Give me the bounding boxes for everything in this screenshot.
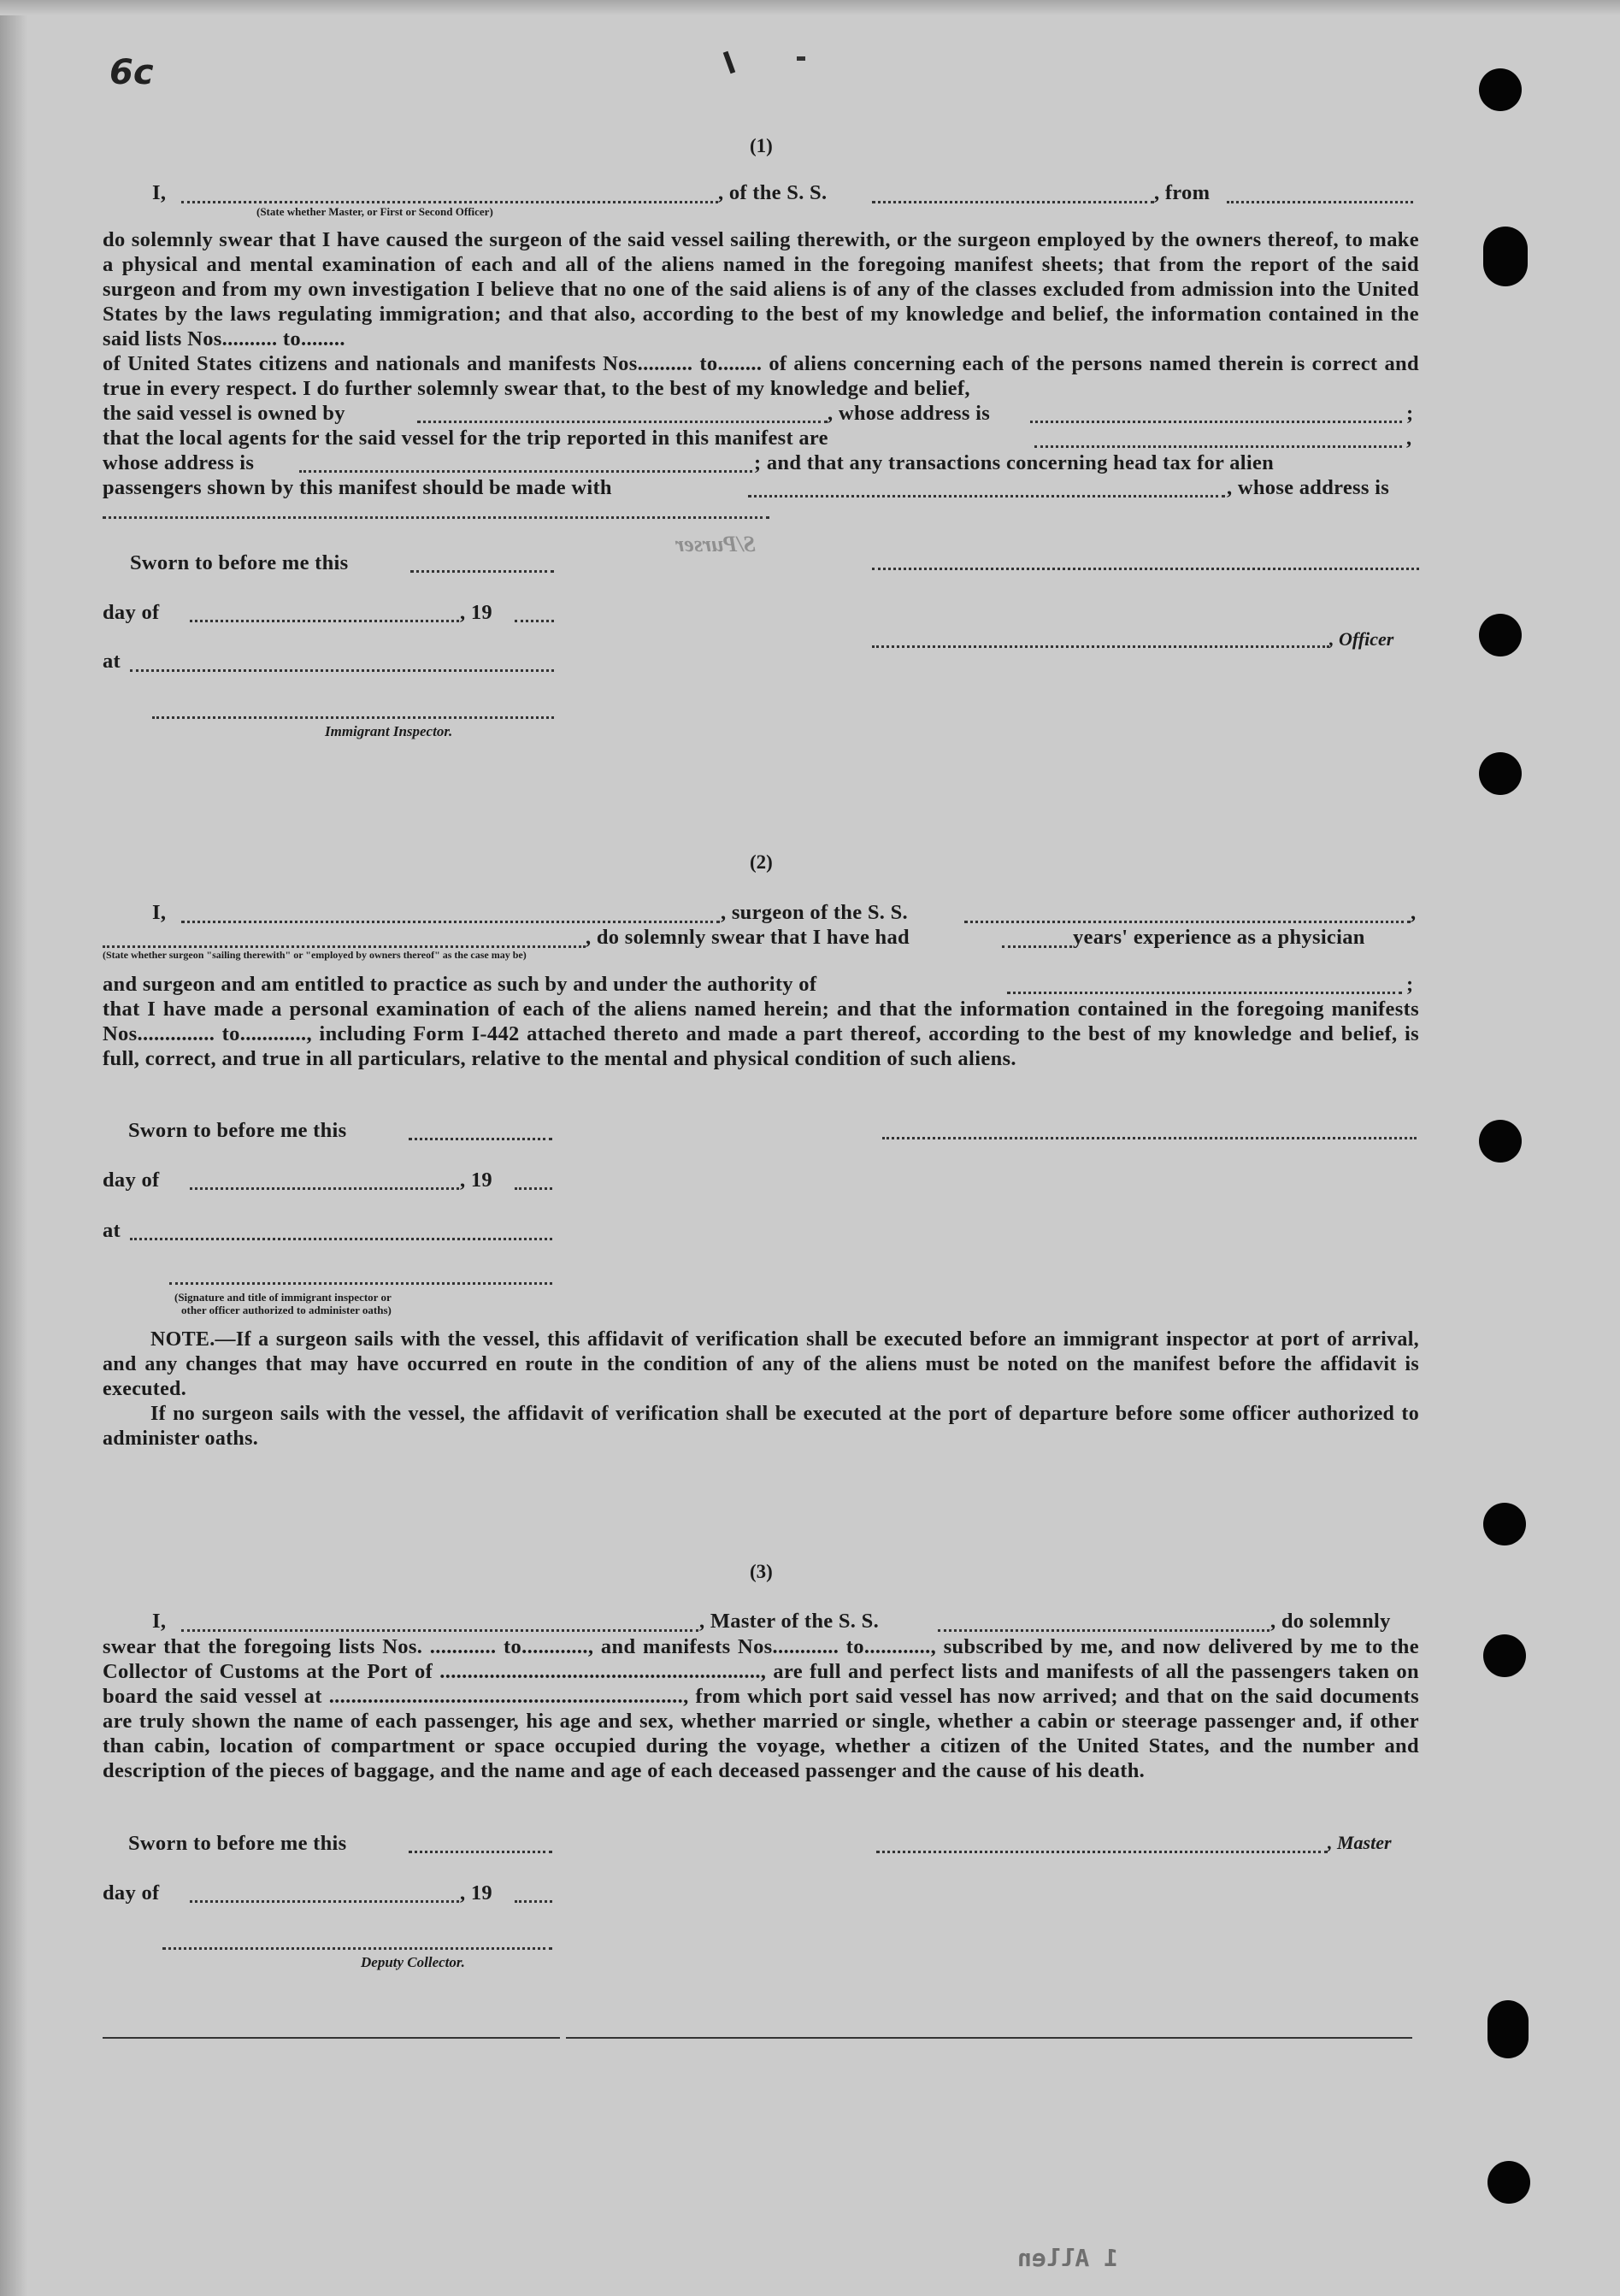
s1-officer-line xyxy=(872,645,1329,648)
s1-vessel-line xyxy=(872,201,1154,203)
s2-surgeon-name-line xyxy=(181,921,720,923)
s2-years: years' experience as a physician xyxy=(1073,926,1365,949)
punch-hole xyxy=(1479,1120,1522,1163)
s3-sworn-line xyxy=(409,1851,552,1853)
punch-hole xyxy=(1483,1503,1526,1545)
s1-officer-name-line xyxy=(181,201,718,203)
s1-purser-handwriting: S/Purser xyxy=(675,532,756,556)
s3-year-line xyxy=(515,1900,552,1903)
s1-agents-line xyxy=(1034,445,1402,448)
s2-paragraph-1 xyxy=(103,997,1419,1071)
s2-at-line xyxy=(130,1238,552,1240)
s1-agents-b: , xyxy=(1406,427,1412,450)
s1-sworn: Sworn to before me this xyxy=(130,551,349,574)
s2-authority-line xyxy=(1007,992,1402,994)
s3-vessel-line xyxy=(938,1629,1269,1632)
punch-hole xyxy=(1483,1634,1526,1677)
punch-hole xyxy=(1487,2000,1529,2058)
section-2-number: (2) xyxy=(750,851,773,873)
s1-signature-line xyxy=(872,568,1419,570)
s2-caption-surgeon: (State whether surgeon "sailing therewith" or "employed by owners thereof" as the case may be) xyxy=(103,949,527,961)
s1-addr-a: whose address is xyxy=(103,451,255,474)
s1-pass-b: , whose address is xyxy=(1227,476,1390,499)
s1-sworn-line xyxy=(410,570,554,573)
punch-hole xyxy=(1479,752,1522,795)
s2-line3-a: and surgeon and am entitled to practice as such by and under the authority of xyxy=(103,973,817,996)
bottom-rule-right xyxy=(566,2037,1412,2039)
s2-sig-caption-1: (Signature and title of immigrant inspector or xyxy=(174,1291,392,1304)
s2-sig-caption-2: other officer authorized to administer oaths) xyxy=(181,1304,392,1316)
punch-hole xyxy=(1487,2161,1530,2204)
s2-note-1: NOTE.—If a surgeon sails with the vessel, this affidavit of verification shall be executed before an immigrant inspector at port of arrival, and any changes that may have occurred en route in the condition of any of the aliens must be noted on the manifest before the affidavit is executed. xyxy=(103,1328,1419,1400)
section-3-number: (3) xyxy=(750,1561,773,1582)
s2-note-2: If no surgeon sails with the vessel, the affidavit of verification shall be executed at the port of departure before some officer authorized to administer oaths. xyxy=(103,1403,1419,1450)
s2-text-1: that I have made a personal examination of each of the aliens named herein; and that the information contained in the foregoing manifests Nos.............. to............, including Form I-442 attached thereto and made a part thereof, according to the best of my knowledge and belief, is full, correct, and true in all particulars, relative to the mental and physical condition of such aliens. xyxy=(103,998,1419,1070)
s3-i: I, xyxy=(152,1610,167,1633)
punch-hole xyxy=(1479,68,1522,111)
s2-years-line xyxy=(1002,945,1072,948)
s2-year: , 19 xyxy=(460,1169,492,1192)
s1-addr-b: ; and that any transactions concerning head tax for alien xyxy=(754,451,1275,474)
s2-vessel-line xyxy=(964,921,1411,923)
s3-master-name-line xyxy=(181,1629,698,1632)
stray-mark xyxy=(723,51,736,74)
s1-year: , 19 xyxy=(460,601,492,624)
s1-from-line xyxy=(1227,201,1413,203)
s2-line3-b: ; xyxy=(1406,973,1414,996)
s1-inspector-title: Immigrant Inspector. xyxy=(325,723,453,739)
bottom-rule-left xyxy=(103,2037,560,2039)
section-1-number: (1) xyxy=(750,135,773,156)
s3-paragraph-1 xyxy=(103,1634,1419,1783)
s1-day-line xyxy=(190,620,459,622)
s2-note xyxy=(103,1328,1419,1451)
s1-i: I, xyxy=(152,181,167,204)
s1-headtax-address-line xyxy=(103,516,769,519)
s2-day-of: day of xyxy=(103,1169,160,1192)
s1-agents-a: that the local agents for the said vessel for the trip reported in this manifest are xyxy=(103,427,828,450)
s1-text-2: of United States citizens and nationals and manifests Nos.......... to........ of aliens concerning each of the persons named therein is correct and true in every respect. I do further solemnly swear that, to the best of my knowledge and belief, xyxy=(103,352,1419,400)
s1-owned-c: ; xyxy=(1406,402,1414,425)
s2-line1-end: , xyxy=(1411,901,1417,924)
s1-pass-a: passengers shown by this manifest should be made with xyxy=(103,476,612,499)
s1-owned-a: the said vessel is owned by xyxy=(103,402,345,425)
s3-master-label: , Master xyxy=(1328,1832,1392,1853)
s1-day-of: day of xyxy=(103,601,160,624)
s3-collector-line xyxy=(162,1947,552,1950)
s2-inspector-line xyxy=(169,1282,552,1285)
s1-owner-address-line xyxy=(1030,421,1402,423)
s2-surgeon-of-ss: , surgeon of the S. S. xyxy=(721,901,908,924)
s2-signature-line xyxy=(882,1137,1417,1139)
s1-owner-line xyxy=(417,421,828,423)
s3-master-signature-line xyxy=(876,1851,1328,1853)
s1-inspector-line xyxy=(152,716,554,719)
bleed-through-stamp: 1 Allen xyxy=(1017,2244,1119,2272)
s1-year-line xyxy=(515,620,554,622)
s3-text-1: swear that the foregoing lists Nos. ............ to............, and manifests Nos............ to............, subscribed by me, and now delivered by me to the Collector of Customs at the Port of .........................................................., are full and perfect lists and manifests of all the passengers taken on board the said vessel at ................................................................, from which port said vessel has now arrived; and that on the said documents are truly shown the name of each passenger, his age and sex, whether married or single, whether a cabin or steerage passenger and, if other than cabin, location of compartment or space occupied during the voyage, whether a citizen of the United States, and the number and description of the pieces of baggage, and the name and age of each deceased passenger and the cause of his death. xyxy=(103,1635,1419,1782)
punch-hole xyxy=(1479,614,1522,656)
s1-text-1: do solemnly swear that I have caused the surgeon of the said vessel sailing therewith, or the surgeon employed by the owners thereof, to make a physical and mental examination of each and all of the aliens named in the foregoing manifest sheets; that from the report of the said surgeon and from my own investigation I believe that no one of the said aliens is of any of the classes excluded from admission into the United States by the laws regulating immigration; and that also, according to the best of my knowledge and belief, the information contained in the said lists Nos.......... to........ xyxy=(103,228,1419,350)
s1-at: at xyxy=(103,650,121,673)
s1-paragraph-1 xyxy=(103,227,1419,401)
s2-swear: , do solemnly swear that I have had xyxy=(586,926,910,949)
s1-of-ss: , of the S. S. xyxy=(718,181,828,204)
s2-i: I, xyxy=(152,901,167,924)
s2-year-line xyxy=(515,1187,552,1190)
s3-master-of-ss: , Master of the S. S. xyxy=(699,1610,879,1633)
s1-from: , from xyxy=(1154,181,1211,204)
s2-at: at xyxy=(103,1219,121,1242)
s2-sworn: Sworn to before me this xyxy=(128,1119,347,1142)
s1-headtax-line xyxy=(748,495,1225,497)
corner-mark: 6c xyxy=(109,53,154,92)
s1-caption-officer: (State whether Master, or First or Second Officer) xyxy=(256,205,493,218)
s2-day-line xyxy=(190,1187,459,1190)
s2-status-line xyxy=(103,945,586,948)
s1-owned-b: , whose address is xyxy=(828,402,991,425)
s2-sworn-line xyxy=(409,1138,552,1140)
s3-day-of: day of xyxy=(103,1881,160,1905)
s1-agents-address-line xyxy=(299,470,752,473)
punch-hole xyxy=(1483,227,1528,286)
s3-line1-end: , do solemnly xyxy=(1270,1610,1391,1633)
s3-year: , 19 xyxy=(460,1881,492,1905)
s3-sworn: Sworn to before me this xyxy=(128,1832,347,1855)
stray-mark xyxy=(797,56,805,61)
s1-officer-label: , Officer xyxy=(1329,628,1394,650)
s3-collector-title: Deputy Collector. xyxy=(361,1954,465,1970)
s3-day-line xyxy=(190,1900,459,1903)
s1-at-line xyxy=(130,669,554,672)
